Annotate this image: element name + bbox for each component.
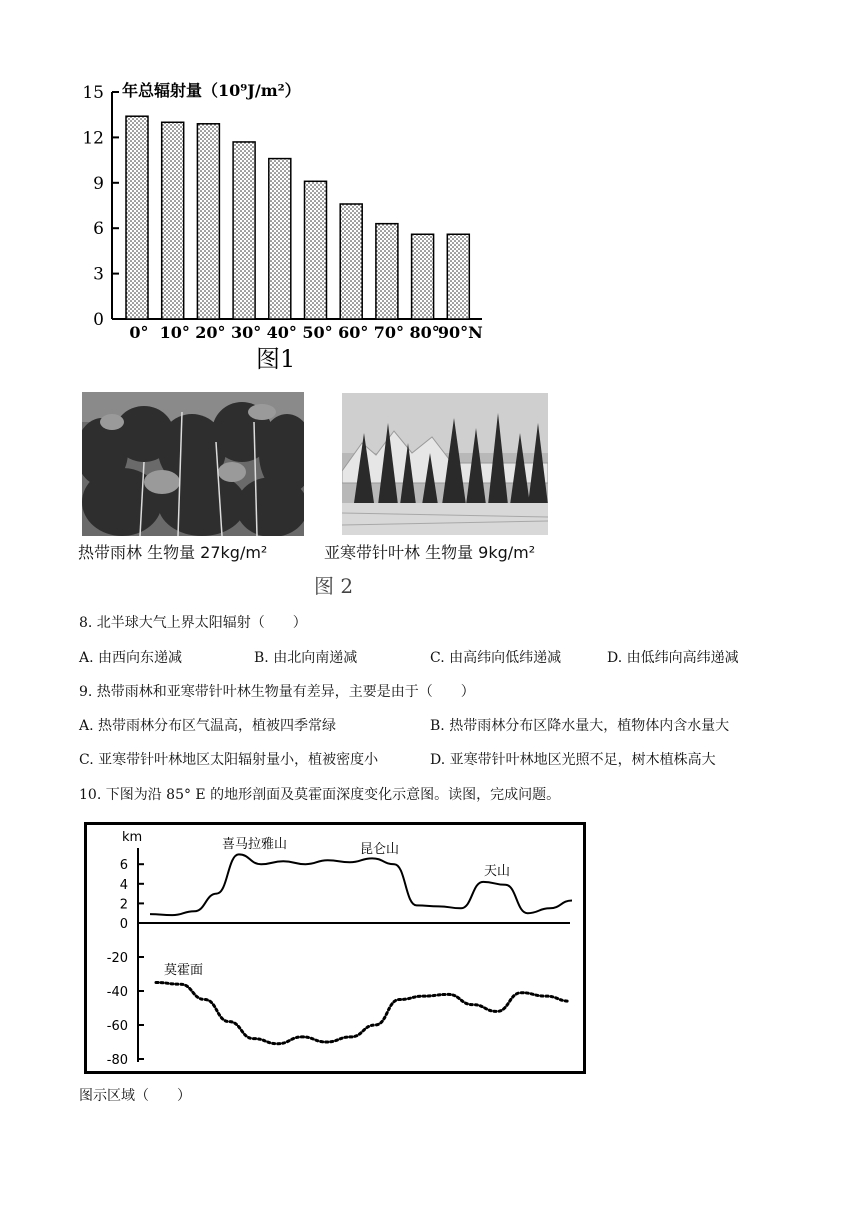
radiation-bar-chart bbox=[70, 76, 510, 376]
y-tick-label: 15 bbox=[82, 83, 104, 103]
figure1-caption: 图1 bbox=[256, 345, 296, 373]
bar bbox=[233, 142, 255, 319]
y-tick-label: -80 bbox=[106, 1053, 128, 1068]
y-tick-label: -20 bbox=[106, 951, 128, 966]
y-tick-label: 2 bbox=[119, 897, 128, 913]
question-9-option-c[interactable]: C. 亚寒带针叶林地区太阳辐射量小，植被密度小 bbox=[79, 752, 379, 768]
x-tick-label: 0° bbox=[129, 323, 149, 342]
question-8-option-b[interactable]: B. 由北向南递减 bbox=[254, 650, 358, 666]
y-axis-title: 年总辐射量（10⁹J/m²） bbox=[122, 81, 301, 100]
x-tick-label: 10° bbox=[159, 323, 190, 342]
question-8-option-a[interactable]: A. 由西向东递减 bbox=[79, 650, 183, 666]
question-8-option-c[interactable]: C. 由高纬向低纬递减 bbox=[430, 650, 562, 666]
x-tick-label: 30° bbox=[230, 323, 262, 342]
label-tianshan: 天山 bbox=[484, 864, 511, 879]
question-8-stem: 8. 北半球大气上界太阳辐射（ ） bbox=[79, 615, 307, 631]
question-10-stem: 10. 下图为沿 85° E 的地形剖面及莫霍面深度变化示意图。读图，完成问题。 bbox=[79, 787, 561, 803]
y-tick-label: 3 bbox=[93, 264, 104, 285]
label-kunlun: 昆仑山 bbox=[360, 842, 400, 857]
figure2-caption: 图 2 bbox=[314, 574, 354, 598]
x-tick-label: 80° bbox=[409, 323, 440, 342]
taiga-photo bbox=[342, 393, 548, 535]
y-tick-label: 6 bbox=[119, 858, 128, 874]
terrain-moho-profile bbox=[84, 822, 588, 1076]
bar bbox=[269, 159, 291, 319]
question-9-option-d[interactable]: D. 亚寒带针叶林地区光照不足，树木植株高大 bbox=[430, 752, 716, 768]
label-himalaya: 喜马拉雅山 bbox=[222, 837, 288, 852]
question-10-prompt: 图示区域（ ） bbox=[79, 1088, 191, 1104]
bar bbox=[447, 234, 469, 319]
y-tick-label: 4 bbox=[119, 877, 128, 893]
taiga-caption: 亚寒带针叶林 生物量 9kg/m² bbox=[324, 543, 536, 562]
rainforest-caption: 热带雨林 生物量 27kg/m² bbox=[78, 543, 268, 562]
y-tick-label: 9 bbox=[93, 173, 104, 194]
x-tick-label: 50° bbox=[302, 323, 333, 342]
y-tick-label: -40 bbox=[106, 985, 128, 1000]
bar bbox=[412, 234, 434, 319]
label-moho: 莫霍面 bbox=[164, 963, 204, 978]
y-tick-label: -60 bbox=[106, 1019, 128, 1034]
x-tick-label: 60° bbox=[338, 323, 369, 342]
question-9-option-b[interactable]: B. 热带雨林分布区降水量大，植物体内含水量大 bbox=[430, 718, 730, 734]
bar bbox=[305, 181, 327, 319]
x-tick-label: 40° bbox=[266, 323, 297, 342]
y-tick-label: 6 bbox=[93, 219, 104, 240]
question-9-option-a[interactable]: A. 热带雨林分布区气温高，植被四季常绿 bbox=[79, 718, 337, 734]
x-tick-label: 20° bbox=[195, 323, 226, 342]
bar bbox=[126, 116, 148, 319]
y-tick-label: 12 bbox=[82, 128, 104, 149]
question-9-stem: 9. 热带雨林和亚寒带针叶林生物量有差异，主要是由于（ ） bbox=[79, 684, 475, 700]
x-tick-label: 70° bbox=[373, 323, 405, 342]
question-8-option-d[interactable]: D. 由低纬向高纬递减 bbox=[607, 650, 739, 666]
bar bbox=[162, 122, 184, 319]
bar bbox=[197, 124, 219, 319]
x-tick-label: 90°N bbox=[437, 323, 483, 342]
rainforest-photo bbox=[82, 392, 304, 536]
bar bbox=[340, 204, 362, 319]
y-axis-unit: km bbox=[122, 830, 143, 845]
y-tick-label: 0 bbox=[93, 310, 104, 330]
y-tick-label: 0 bbox=[119, 917, 128, 932]
bar bbox=[376, 224, 398, 319]
